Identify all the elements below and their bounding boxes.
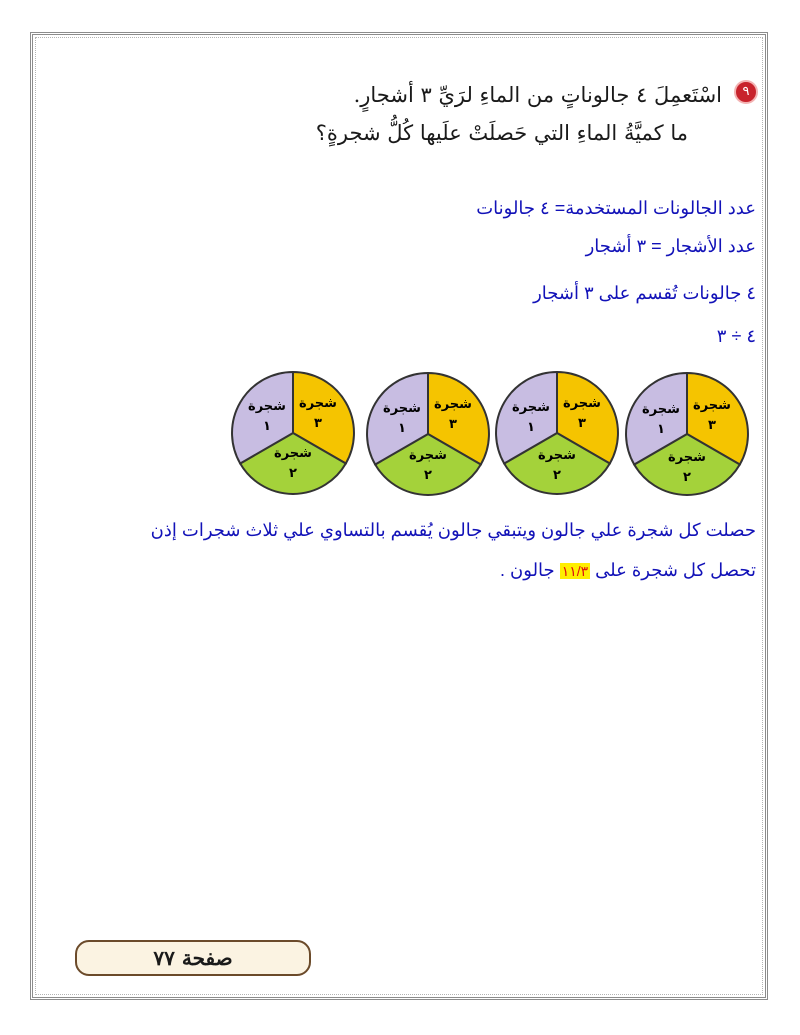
question-line-2: ما كميَّةُ الماءِ التي حَصلَتْ علَيها كُلُّ شجرةٍ؟	[315, 121, 688, 145]
fraction-highlight: ١١/٣	[561, 563, 589, 579]
pie-1-label-3: شجرة	[299, 396, 337, 411]
pie-2-label-3: شجرة	[434, 397, 472, 412]
pie-2-label-1: شجرة	[383, 401, 421, 416]
pie-3-num-2: ٢	[553, 468, 561, 483]
pie-4-num-3: ٣	[708, 418, 716, 433]
pie-1-num-2: ٢	[289, 466, 297, 481]
pie-4-label-3: شجرة	[693, 398, 731, 413]
page-number-label: صفحة ٧٧	[75, 940, 311, 976]
pie-2-label-2: شجرة	[409, 448, 447, 463]
solution-line-4: ٤ ÷ ٣	[716, 326, 756, 346]
solution-line-2: عدد الأشجار = ٣ أشجار	[585, 236, 756, 256]
pie-3-num-1: ١	[527, 420, 535, 435]
pie-3-label-2: شجرة	[538, 448, 576, 463]
pie-2	[367, 373, 489, 495]
pie-1-label-1: شجرة	[248, 399, 286, 414]
pie-3	[496, 372, 618, 494]
solution-line-3: ٤ جالونات تُقسم على ٣ أشجار	[533, 283, 756, 303]
conclusion-text-a: تحصل كل شجرة على	[595, 560, 756, 580]
pie-4-label-1: شجرة	[642, 402, 680, 417]
conclusion-text-b: جالون .	[500, 560, 555, 580]
pie-4-num-2: ٢	[683, 470, 691, 485]
pie-3-label-3: شجرة	[563, 396, 601, 411]
pie-1-label-2: شجرة	[274, 446, 312, 461]
conclusion-line-2	[500, 560, 756, 581]
question-number-badge: ٩	[734, 80, 758, 104]
pie-1-num-3: ٣	[314, 416, 322, 431]
pie-2-num-1: ١	[398, 421, 406, 436]
pie-1	[232, 372, 354, 494]
solution-line-1: عدد الجالونات المستخدمة= ٤ جالونات	[476, 198, 756, 218]
pie-2-num-2: ٢	[424, 468, 432, 483]
conclusion-line-1: حصلت كل شجرة علي جالون ويتبقي جالون يُقسم بالتساوي علي ثلاث شجرات إذن	[150, 520, 756, 540]
question-line-1: اسْتَعمِلَ ٤ جالوناتٍ من الماءِ لرَيِّ ٣ أشجارٍ.	[353, 83, 722, 107]
pie-1-num-1: ١	[263, 419, 271, 434]
pie-4	[626, 373, 748, 495]
pie-2-num-3: ٣	[449, 417, 457, 432]
pie-4-label-2: شجرة	[668, 450, 706, 465]
pie-3-num-3: ٣	[578, 416, 586, 431]
pie-4-num-1: ١	[657, 422, 665, 437]
pie-3-label-1: شجرة	[512, 400, 550, 415]
